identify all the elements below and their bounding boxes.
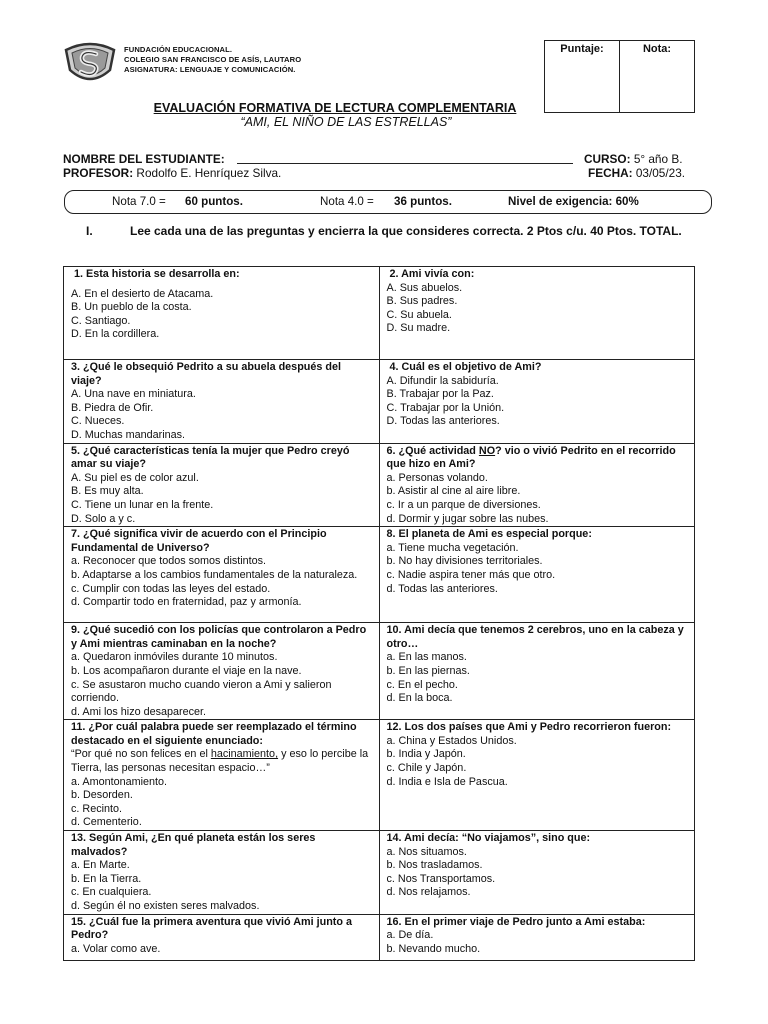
option-c[interactable]: C. Tiene un lunar en la frente. <box>71 498 214 511</box>
question-title: 1. Esta historia se desarrolla en: <box>74 268 240 280</box>
question-title: 16. En el primer viaje de Pedro junto a Ami estaba: <box>386 915 646 928</box>
instructions-text: Lee cada una de las preguntas y encierra la que consideres correcta. 2 Ptos c/u. 40 Ptos. TOTAL. <box>130 224 682 238</box>
option-a[interactable]: a. Volar como ave. <box>71 942 161 955</box>
question-title: 8. El planeta de Ami es especial porque: <box>386 528 592 541</box>
table-row <box>64 914 695 960</box>
option-d[interactable]: d. Según él no existen seres malvados. <box>71 900 260 912</box>
option-b[interactable]: b. Asistir al cine al aire libre. <box>386 485 521 498</box>
option-b[interactable]: b. En las piernas. <box>386 664 470 677</box>
grading-scale <box>64 190 712 214</box>
option-a[interactable]: a. Tiene mucha vegetación. <box>386 541 519 554</box>
title-text: EVALUACIÓN FORMATIVA DE LECTURA COMPLEMENTARIA <box>153 101 517 115</box>
question-14 <box>379 831 695 915</box>
option-c[interactable]: C. Santiago. <box>71 314 131 327</box>
title-part: 6. ¿Qué actividad <box>386 444 479 457</box>
option-d[interactable]: d. Todas las anteriores. <box>386 582 498 595</box>
option-d[interactable]: d. India e Isla de Pascua. <box>386 775 508 788</box>
course-label: CURSO: <box>584 152 631 166</box>
table-row <box>64 443 695 527</box>
question-title: 5. ¿Qué características tenía la mujer que Pedro creyó amar su viaje? <box>71 444 350 471</box>
quote-part: “Por qué no son felices en el <box>71 748 211 761</box>
option-d[interactable]: d. En la boca. <box>386 692 453 705</box>
school-logo <box>62 40 118 86</box>
question-title: 3. ¿Qué le obsequió Pedrito a su abuela después del viaje? <box>71 361 341 387</box>
question-title: 7. ¿Qué significa vivir de acuerdo con el Principio Fundamental de Universo? <box>71 528 327 554</box>
question-5 <box>64 443 380 527</box>
option-c[interactable]: c. Cumplir con todas las leyes del estado. <box>71 582 271 595</box>
table-row <box>64 267 695 360</box>
option-a[interactable]: a. Quedaron inmóviles durante 10 minutos. <box>71 651 278 664</box>
option-b[interactable]: B. Piedra de Ofir. <box>71 401 154 414</box>
question-13 <box>64 831 380 915</box>
option-a[interactable]: a. Amontonamiento. <box>71 775 168 788</box>
option-d[interactable]: d. Nos relajamos. <box>386 886 471 899</box>
question-3 <box>64 360 380 444</box>
question-12 <box>379 720 695 831</box>
nota7-label: Nota 7.0 = <box>112 195 166 208</box>
school-info <box>124 45 301 75</box>
question-7 <box>64 527 380 623</box>
question-title: 11. ¿Por cuál palabra puede ser reemplazado el término destacado en el siguiente enunciado: <box>71 721 357 747</box>
option-b[interactable]: b. India y Japón. <box>386 748 466 761</box>
title-emphasis: NO <box>478 444 496 457</box>
option-a[interactable]: a. En Marte. <box>71 859 130 872</box>
option-a[interactable]: a. Reconocer que todos somos distintos. <box>71 555 267 568</box>
question-quote <box>71 748 374 775</box>
question-15 <box>64 914 380 960</box>
questions-table <box>63 266 695 961</box>
course-info <box>584 152 682 166</box>
option-c[interactable]: c. Nos Transportamos. <box>386 872 496 885</box>
question-title: 13. Según Ami, ¿En qué planeta están los seres malvados? <box>71 832 316 858</box>
option-a[interactable]: a. En las manos. <box>386 651 467 664</box>
question-title: 2. Ami vivía con: <box>389 268 475 280</box>
question-10 <box>379 623 695 720</box>
option-b[interactable]: B. Trabajar por la Paz. <box>386 388 494 401</box>
option-c[interactable]: c. En el pecho. <box>386 678 458 691</box>
option-b[interactable]: b. Los acompañaron durante el viaje en la nave. <box>71 664 302 677</box>
table-row <box>64 623 695 720</box>
option-c[interactable]: c. Ir a un parque de diversiones. <box>386 498 541 511</box>
school-line: ASIGNATURA: LENGUAJE Y COMUNICACIÓN. <box>124 65 296 74</box>
title-part: ? vio o vivió Pedrito en el recorrido que hizo en Ami? <box>386 444 676 471</box>
question-title: 9. ¿Qué sucedió con los policías que controlaron a Pedro y Ami mientras caminaban en la noche? <box>71 624 367 650</box>
question-title: 12. Los dos países que Ami y Pedro recorrieron fueron: <box>386 721 672 734</box>
option-a[interactable]: a. China y Estados Unidos. <box>386 734 517 747</box>
section-number: I. <box>86 224 93 238</box>
nota4-value: 36 puntos. <box>394 195 452 208</box>
option-b[interactable]: b. Desorden. <box>71 789 133 802</box>
student-label: NOMBRE DEL ESTUDIANTE: <box>63 152 225 166</box>
option-a[interactable]: A. Una nave en miniatura. <box>71 388 196 401</box>
course-value: 5° año B. <box>633 152 683 166</box>
option-d[interactable]: d. Ami los hizo desaparecer. <box>71 705 207 718</box>
exigencia-level: Nivel de exigencia: 60% <box>508 195 639 208</box>
option-c[interactable]: C. Trabajar por la Unión. <box>386 401 505 414</box>
page-title <box>0 101 640 115</box>
option-c[interactable]: c. Chile y Japón. <box>386 762 467 775</box>
option-d[interactable]: D. En la cordillera. <box>71 328 160 341</box>
teacher-value: Rodolfo E. Henríquez Silva. <box>136 166 282 180</box>
score-field[interactable]: Puntaje: <box>560 43 604 55</box>
option-a[interactable]: A. Su piel es de color azul. <box>71 471 199 484</box>
question-11 <box>64 720 380 831</box>
school-line: COLEGIO SAN FRANCISCO DE ASÍS, LAUTARO <box>124 55 302 64</box>
question-1 <box>64 267 380 360</box>
option-c[interactable]: c. Se asustaron mucho cuando vieron a Ami y salieron corriendo. <box>71 678 332 705</box>
option-b[interactable]: b. Adaptarse a los cambios fundamentales de la naturaleza. <box>71 568 358 581</box>
option-c[interactable]: C. Su abuela. <box>386 308 452 321</box>
option-d[interactable]: D. Su madre. <box>386 322 451 335</box>
question-title: 15. ¿Cuál fue la primera aventura que vivió Ami junto a Pedro? <box>71 915 352 942</box>
option-a[interactable]: a. De día. <box>386 929 434 942</box>
teacher-info <box>63 166 281 180</box>
question-8 <box>379 527 695 623</box>
option-d[interactable]: D. Solo a y c. <box>71 512 136 525</box>
question-title: 4. Cuál es el objetivo de Ami? <box>389 361 542 373</box>
date-label: FECHA: <box>588 166 633 180</box>
question-title <box>387 445 690 472</box>
option-d[interactable]: d. Compartir todo en fraternidad, paz y armonía. <box>71 596 302 609</box>
grade-field[interactable]: Nota: <box>619 41 694 112</box>
option-d[interactable]: D. Muchas mandarinas. <box>71 428 186 441</box>
date-info <box>588 166 685 180</box>
question-2 <box>379 267 695 360</box>
table-row <box>64 360 695 444</box>
teacher-label: PROFESOR: <box>63 166 134 180</box>
option-c[interactable]: c. Recinto. <box>71 802 123 815</box>
quote-part: y eso lo percibe la Tierra, las personas necesitan espacio…” <box>71 748 369 775</box>
nota7-value: 60 puntos. <box>185 195 243 208</box>
nota4-label: Nota 4.0 = <box>320 195 374 208</box>
option-b[interactable]: B. Es muy alta. <box>71 485 144 498</box>
question-6 <box>379 443 695 527</box>
option-a[interactable]: A. En el desierto de Atacama. <box>71 287 214 300</box>
option-b[interactable]: b. Nevando mucho. <box>386 942 481 955</box>
option-a[interactable]: A. Difundir la sabiduría. <box>386 374 499 387</box>
quote-emphasis: hacinamiento, <box>210 748 279 761</box>
option-c[interactable]: c. Nadie aspira tener más que otro. <box>386 568 556 581</box>
option-a[interactable]: a. Nos situamos. <box>386 845 467 858</box>
option-c[interactable]: C. Nueces. <box>71 415 125 428</box>
question-title: 14. Ami decía: “No viajamos”, sino que: <box>386 832 591 845</box>
table-row <box>64 831 695 915</box>
question-title: 10. Ami decía que tenemos 2 cerebros, uno en la cabeza y otro… <box>386 624 684 650</box>
table-row <box>64 527 695 623</box>
table-row <box>64 720 695 831</box>
option-a[interactable]: a. Personas volando. <box>386 471 488 484</box>
date-value: 03/05/23. <box>635 166 686 180</box>
option-b[interactable]: B. Un pueblo de la costa. <box>71 301 192 314</box>
question-16 <box>379 914 695 960</box>
question-4 <box>379 360 695 444</box>
option-d[interactable]: d. Dormir y jugar sobre las nubes. <box>386 512 549 525</box>
option-b[interactable]: b. En la Tierra. <box>71 872 142 885</box>
option-d[interactable]: d. Cementerio. <box>71 816 142 829</box>
option-a[interactable]: A. Sus abuelos. <box>386 281 463 294</box>
option-b[interactable]: b. Nos trasladamos. <box>386 859 483 872</box>
option-c[interactable]: c. En cualquiera. <box>71 886 152 899</box>
option-d[interactable]: D. Todas las anteriores. <box>386 415 500 428</box>
school-line: FUNDACIÓN EDUCACIONAL. <box>124 45 233 54</box>
question-9 <box>64 623 380 720</box>
page-subtitle: “AMI, EL NIÑO DE LAS ESTRELLAS” <box>240 115 452 129</box>
student-name-line[interactable] <box>237 163 573 164</box>
option-b[interactable]: B. Sus padres. <box>386 295 458 308</box>
option-b[interactable]: b. No hay divisiones territoriales. <box>386 555 543 568</box>
